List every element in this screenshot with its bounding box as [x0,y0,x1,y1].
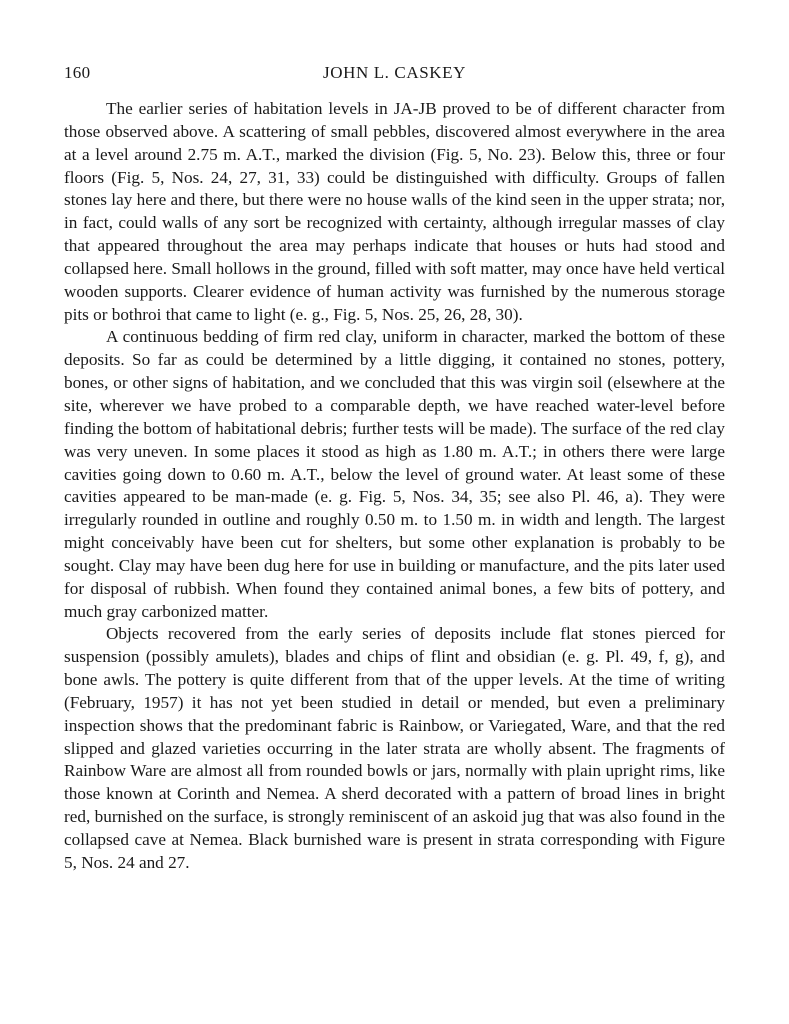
article-body [64,98,725,875]
page-number: 160 [64,63,91,82]
paragraph-objects-recovered: Objects recovered from the early series of deposits include flat stones pierced for suspension (possibly amulets), blades and chips of flint and obsidian (e. g. Pl. 49, f, g), and bone awls. The pottery is quite different from that of the upper levels. At the time of writing (February, 1957) it has not yet been studied in detail or mended, but even a preliminary inspection shows that the predominant fabric is Rainbow, or Variegated, Ware, and that the red slipped and glazed varieties occurring in the later strata are wholly absent. The fragments of Rainbow Ware are almost all from rounded bowls or jars, normally with plain upright rims, like those known at Corinth and Nemea. A sherd decorated with a pattern of broad lines in bright red, burnished on the surface, is strongly reminiscent of an askoid jug that was also found in the collapsed cave at Nemea. Black burnished ware is present in strata corresponding with Figure 5, Nos. 24 and 27. [64,624,725,872]
paragraph-habitation-levels: The earlier series of habitation levels in JA-JB proved to be of different character from those observed above. A scattering of small pebbles, discovered almost everywhere in the area at a level around 2.75 m. A.T., marked the division (Fig. 5, No. 23). Below this, three or four floors (Fig. 5, Nos. 24, 27, 31, 33) could be distinguished with difficulty. Groups of fallen stones lay here and there, but there were no house walls of the kind seen in the upper strata; nor, in fact, could walls of any sort be recognized with certainty, although irregular masses of clay that appeared throughout the area may perhaps indicate that houses or huts had stood and collapsed here. Small hollows in the ground, filled with soft matter, may once have held vertical wooden supports. Clearer evidence of human activity was furnished by the numerous storage pits or bothroi that came to light (e. g., Fig. 5, Nos. 25, 26, 28, 30). [64,99,725,324]
running-head [64,62,725,88]
running-title: JOHN L. CASKEY [323,63,466,82]
paragraph-red-clay: A continuous bedding of firm red clay, uniform in character, marked the bottom of these deposits. So far as could be determined by a little digging, it contained no stones, pottery, bones, or other signs of habitation, and we concluded that this was virgin soil (elsewhere at the site, wherever we have probed to a comparable depth, we have reached water-level before finding the bottom of habitational debris; further tests will be made). The surface of the red clay was very uneven. In some places it stood as high as 1.80 m. A.T.; in others there were large cavities going down to 0.60 m. A.T., below the level of ground water. At least some of these cavities appeared to be man-made (e. g. Fig. 5, Nos. 34, 35; see also Pl. 46, a). They were irregularly rounded in outline and roughly 0.50 m. to 1.50 m. in width and length. The largest might conceivably have been cut for shelters, but some other explanation is probably to be sought. Clay may have been dug here for use in building or manufacture, and the pits later used for disposal of rubbish. When found they contained animal bones, a few bits of pottery, and much gray carbonized matter. [64,327,725,621]
journal-page [64,62,725,875]
